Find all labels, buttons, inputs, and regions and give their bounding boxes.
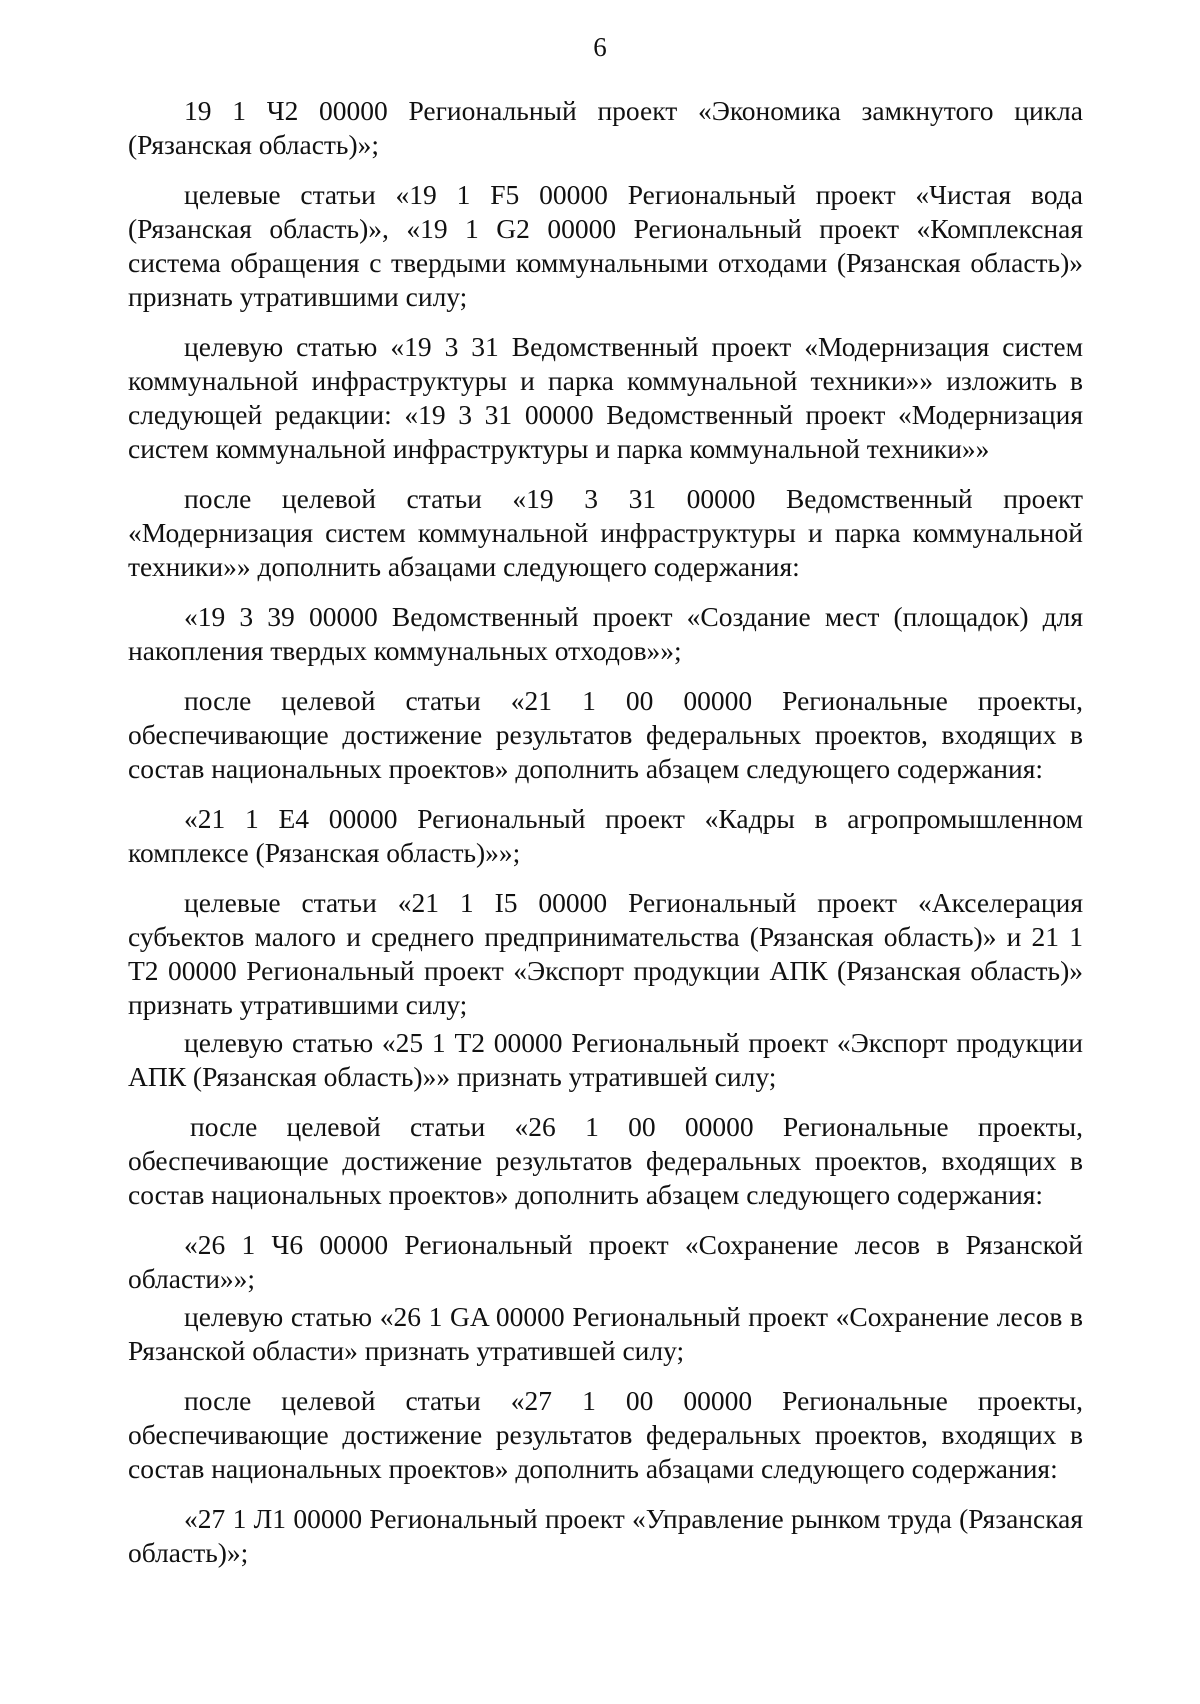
paragraph-6: после целевой статьи «21 1 00 00000 Региональные проекты, обеспечивающие достижение результатов федеральных проектов, входящих в состав национальных проектов» дополнить абзацем следующего содержания: [128,685,1083,784]
paragraph-9: целевую статью «25 1 Т2 00000 Региональный проект «Экспорт продукции АПК (Рязанская область)»» признать утратившей силу; [128,1027,1083,1092]
paragraph-3: целевую статью «19 3 31 Ведомственный проект «Модернизация систем коммунальной инфраструктуры и парка коммунальной техники»» изложить в следующей редакции: «19 3 31 00000 Ведомственный проект «Модернизация систем коммунальной инфраструктуры и парка коммунальной техники»» [128,331,1083,464]
paragraph-13: после целевой статьи «27 1 00 00000 Региональные проекты, обеспечивающие достижение результатов федеральных проектов, входящих в состав национальных проектов» дополнить абзацами следующего содержания: [128,1385,1083,1484]
paragraph-12: целевую статью «26 1 GA 00000 Региональный проект «Сохранение лесов в Рязанской области» признать утратившей силу; [128,1301,1083,1366]
paragraph-7: «21 1 Е4 00000 Региональный проект «Кадры в агропромышленном комплексе (Рязанская область)»»; [128,803,1083,868]
paragraph-4: после целевой статьи «19 3 31 00000 Ведомственный проект «Модернизация систем коммунальной инфраструктуры и парка коммунальной техники»» дополнить абзацами следующего содержания: [128,483,1083,582]
paragraph-11: «26 1 Ч6 00000 Региональный проект «Сохранение лесов в Рязанской области»»; [128,1229,1083,1294]
page-number: 6 [593,32,607,62]
paragraph-14: «27 1 Л1 00000 Региональный проект «Управление рынком труда (Рязанская область)»; [128,1503,1083,1568]
paragraph-10: после целевой статьи «26 1 00 00000 Региональные проекты, обеспечивающие достижение результатов федеральных проектов, входящих в состав национальных проектов» дополнить абзацем следующего содержания: [128,1111,1083,1210]
paragraph-1: 19 1 Ч2 00000 Региональный проект «Экономика замкнутого цикла (Рязанская область)»; [128,95,1083,160]
paragraph-8: целевые статьи «21 1 I5 00000 Региональный проект «Акселерация субъектов малого и среднего предпринимательства (Рязанская область)» и 21 1 Т2 00000 Региональный проект «Экспорт продукции АПК (Рязанская область)» признать утратившими силу; [128,887,1083,1020]
document-body [128,94,1083,1570]
paragraph-5: «19 3 39 00000 Ведомственный проект «Создание мест (площадок) для накопления твердых коммунальных отходов»»; [128,601,1083,666]
paragraph-2: целевые статьи «19 1 F5 00000 Региональный проект «Чистая вода (Рязанская область)», «19 1 G2 00000 Региональный проект «Комплексная система обращения с твердыми коммунальными отходами (Рязанская область)» признать утратившими силу; [128,179,1083,312]
